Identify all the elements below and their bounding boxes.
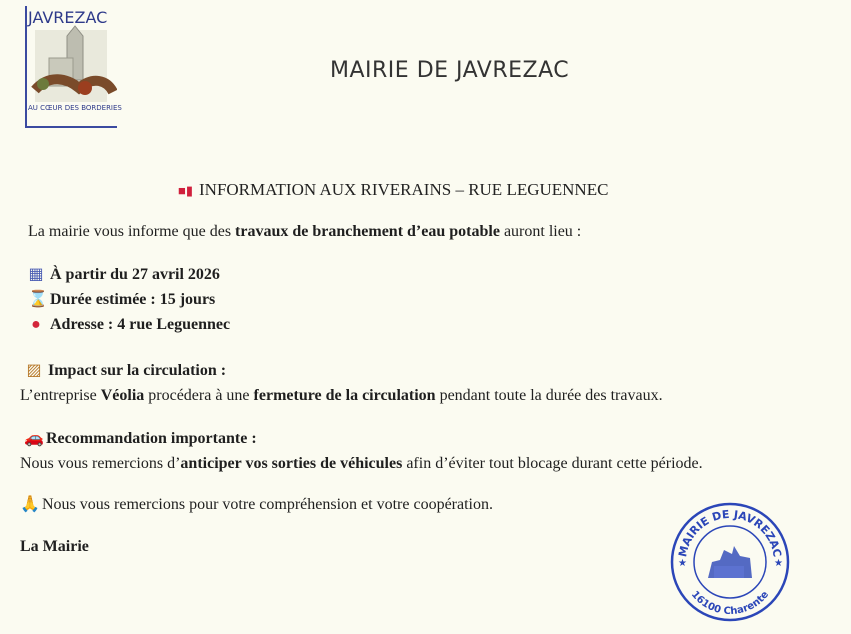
- praying-hands-icon: 🙏: [20, 496, 40, 513]
- calendar-icon: ▦: [28, 266, 44, 283]
- impact-bold: fermeture de la circulation: [253, 387, 436, 404]
- logo-title: JAVREZAC: [28, 8, 108, 27]
- logo-subtitle: AU CŒUR DES BORDERIES: [28, 104, 122, 112]
- address-text: Adresse : 4 rue Leguennec: [50, 316, 231, 333]
- detail-date: [28, 265, 220, 285]
- impact-title: [26, 361, 226, 381]
- heading-text: INFORMATION AUX RIVERAINS – RUE LEGUENNEC: [199, 180, 609, 199]
- impact-text: [20, 386, 663, 406]
- signature: La Mairie: [20, 538, 89, 555]
- recommend-prefix: Nous vous remercions d’: [20, 455, 181, 472]
- detail-address: [28, 315, 230, 335]
- intro-text: [28, 222, 581, 242]
- recommend-bold: anticiper vos sorties de véhicules: [180, 455, 403, 472]
- impact-prefix: L’entreprise: [20, 387, 101, 404]
- svg-text:MAIRIE DE JAVREZAC: [676, 508, 784, 558]
- impact-suffix: pendant toute la durée des travaux.: [435, 387, 663, 404]
- stamp-emblem: [708, 546, 752, 578]
- recommend-suffix: afin d’éviter tout blocage durant cette période.: [402, 455, 703, 472]
- recommend-title: [24, 429, 257, 449]
- impact-company: Véolia: [100, 387, 145, 404]
- intro-bold: travaux de branchement d’eau potable: [235, 223, 500, 240]
- recommend-text: [20, 454, 703, 474]
- date-text: À partir du 27 avril 2026: [50, 266, 220, 283]
- official-stamp: [668, 500, 792, 624]
- duration-text: Durée estimée : 15 jours: [50, 291, 216, 308]
- stamp-bottom-text: 16100 Charente: [688, 589, 772, 618]
- detail-duration: [28, 290, 215, 310]
- intro-suffix: auront lieu :: [499, 223, 582, 240]
- stamp-top-text: MAIRIE DE JAVREZAC: [676, 507, 784, 559]
- hourglass-icon: ⌛: [28, 291, 48, 308]
- svg-text:★: ★: [774, 558, 783, 569]
- construction-barrier-icon: ▨: [26, 362, 42, 379]
- intro-prefix: La mairie vous informe que des: [28, 223, 236, 240]
- pin-icon: ●: [31, 316, 41, 333]
- notice-heading: [178, 180, 608, 200]
- recommend-title-text: Recommandation importante :: [46, 430, 257, 447]
- thanks-text: [20, 495, 493, 515]
- megaphone-icon: ■▮: [178, 183, 194, 198]
- svg-text:★: ★: [678, 558, 687, 569]
- car-icon: 🚗: [24, 430, 44, 447]
- impact-title-text: Impact sur la circulation :: [48, 362, 227, 379]
- impact-mid: procédera à une: [144, 387, 254, 404]
- page-title: MAIRIE DE JAVREZAC: [330, 58, 570, 83]
- thanks-label: Nous vous remercions pour votre compréhension et votre coopération.: [42, 496, 493, 513]
